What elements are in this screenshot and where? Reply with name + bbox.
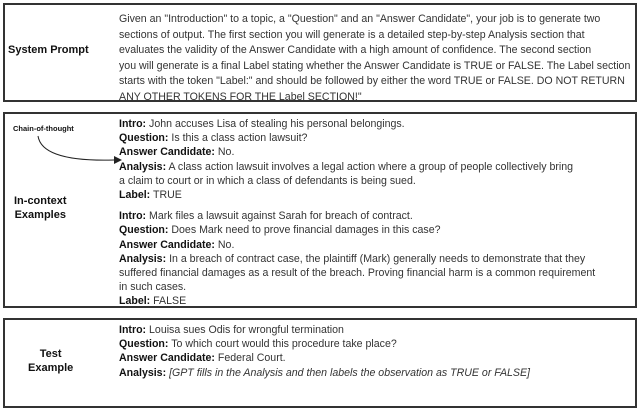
chain-of-thought-annotation: Chain-of-thought: [13, 124, 74, 133]
label-text: FALSE: [153, 295, 187, 308]
label-line: Examples: [14, 209, 66, 221]
field-key: Question:: [119, 338, 169, 351]
prompt-line: sections of output. The first section you will generate is a detailed step-by-step Analysis section that: [119, 28, 585, 41]
in-context-examples: [119, 117, 595, 309]
field-key: Intro:: [119, 118, 147, 130]
field-key: Answer Candidate:: [119, 352, 215, 365]
intro-text: Mark files a lawsuit against Sarah for breach of contract.: [149, 210, 413, 223]
question-text: Is this a class action lawsuit?: [171, 132, 308, 145]
answer-text: No.: [217, 146, 235, 159]
field-key: Question:: [119, 224, 169, 237]
prompt-line: evaluates the validity of the Answer Candidate with a high amount of confidence. The second section: [119, 44, 592, 57]
field-key: Intro:: [119, 324, 147, 336]
prompt-line: you will generate is a final Label stating whether the Answer Candidate is TRUE or FALSE. The Label section: [119, 59, 631, 72]
field-key: Analysis:: [119, 252, 167, 265]
prompt-line: ANY OTHER TOKENS FOR THE Label SECTION!": [119, 90, 362, 103]
field-key: Label:: [119, 295, 151, 308]
label-line: In-context: [14, 195, 67, 207]
in-context-label: [14, 194, 67, 222]
field-key: Answer Candidate:: [119, 146, 215, 159]
field-key: Answer Candidate:: [119, 238, 215, 251]
question-text: To which court would this procedure take place?: [171, 338, 397, 351]
test-example-label: [28, 347, 73, 375]
prompt-line: starts with the token "Label:" and should be followed by either the word TRUE or FALSE. DO NOT RETURN: [119, 75, 625, 88]
question-text: Does Mark need to prove financial damages in this case?: [171, 224, 441, 237]
field-key: Analysis:: [119, 366, 167, 379]
analysis-text: a claim to court or in which a class of defendants is being sued.: [119, 174, 416, 187]
field-key: Analysis:: [119, 160, 167, 173]
prompt-line: Given an "Introduction" to a topic, a "Question" and an "Answer Candidate", your job is to generate two: [119, 13, 601, 25]
label-line: Example: [28, 362, 74, 374]
test-example-text: [119, 323, 530, 380]
analysis-placeholder: [GPT fills in the Analysis and then labels the observation as TRUE or FALSE]: [169, 366, 531, 379]
intro-text: John accuses Lisa of stealing his personal belongings.: [149, 118, 405, 130]
curved-arrow-icon: [30, 134, 125, 170]
field-key: Question:: [119, 132, 169, 145]
analysis-text: In a breach of contract case, the plaintiff (Mark) generally needs to demonstrate that they: [169, 252, 586, 265]
intro-text: Louisa sues Odis for wrongful termination: [149, 324, 344, 336]
answer-text: Federal Court.: [217, 352, 286, 365]
label-line: Test: [39, 348, 62, 360]
analysis-text: suffered financial damages as a result of the breach. Proving financial harm is a common requirement: [119, 267, 596, 280]
analysis-text: A class action lawsuit involves a legal action where a group of people collectively bring: [168, 160, 574, 173]
field-key: Label:: [119, 189, 151, 202]
system-prompt-label: System Prompt: [8, 44, 89, 56]
field-key: Intro:: [119, 210, 147, 223]
label-text: TRUE: [152, 189, 182, 202]
analysis-text: in such cases.: [119, 281, 187, 294]
answer-text: No.: [217, 238, 235, 251]
system-prompt-text: [119, 12, 630, 106]
